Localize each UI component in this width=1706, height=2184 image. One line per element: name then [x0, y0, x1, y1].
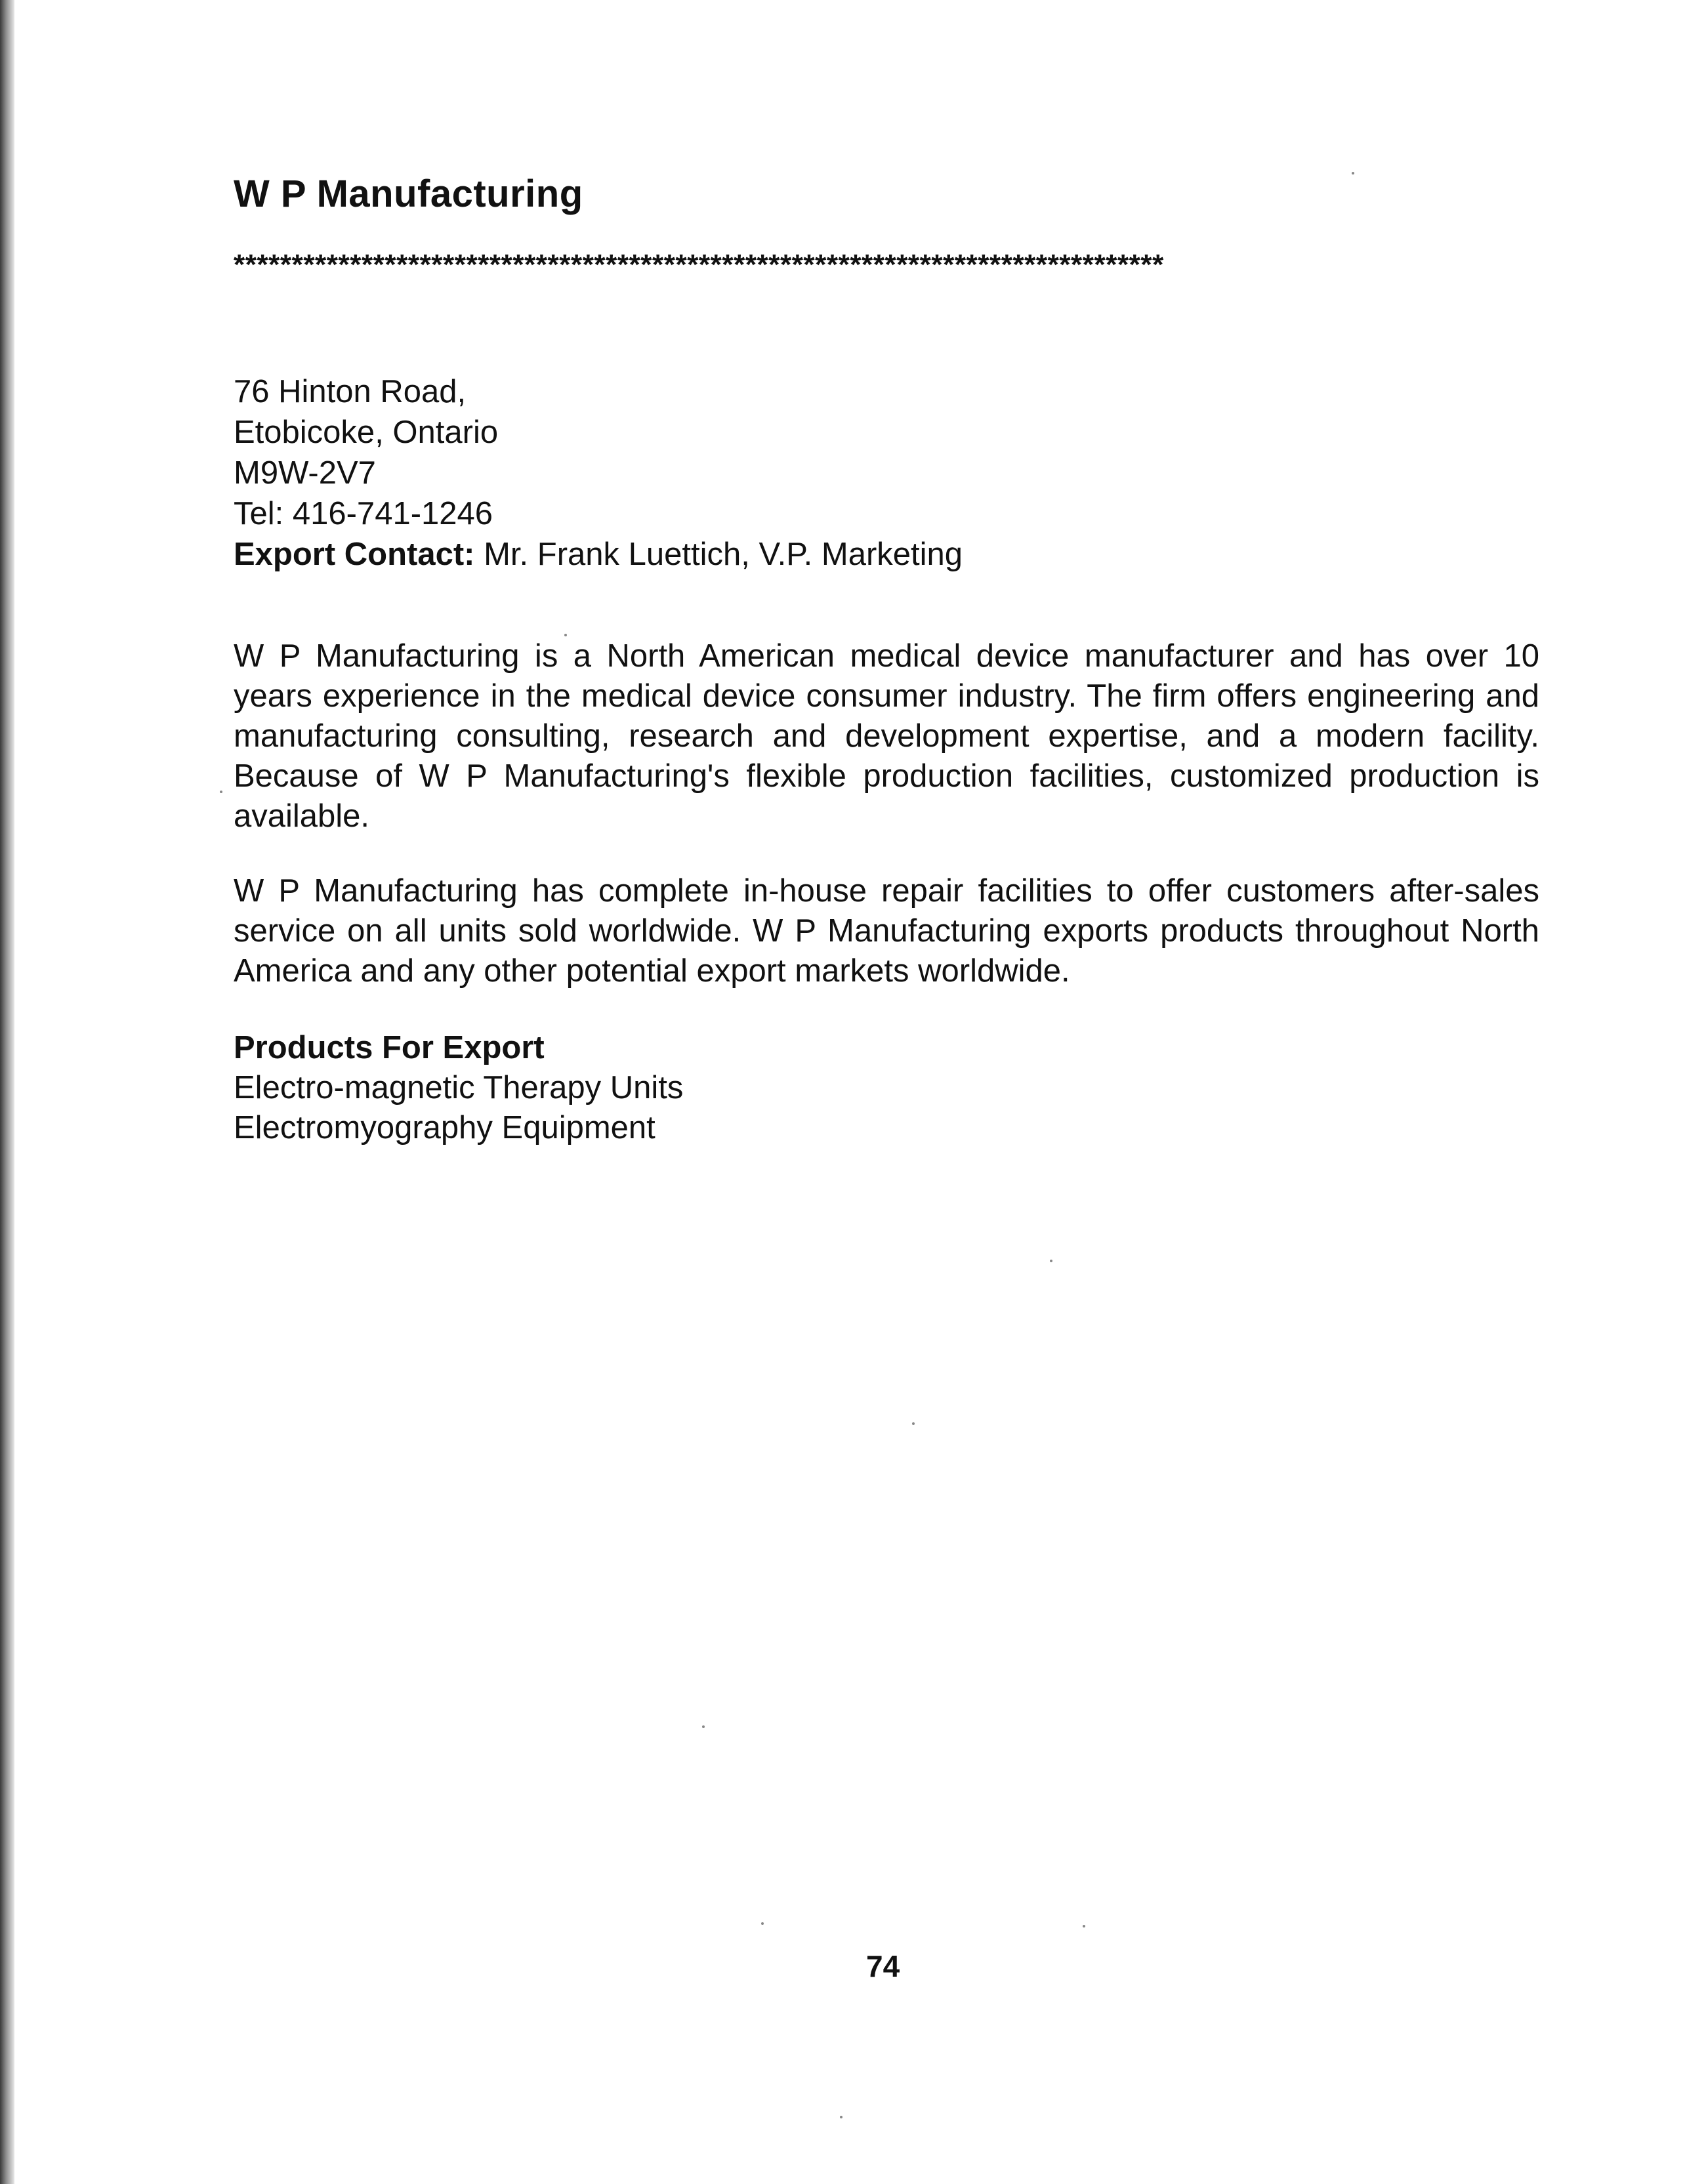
scan-speck: [761, 1922, 764, 1925]
scan-speck: [1050, 1260, 1052, 1262]
scan-speck: [1083, 1925, 1085, 1927]
products-section: [234, 1028, 683, 1148]
products-heading: Products For Export: [234, 1030, 545, 1065]
product-item: Electromyography Equipment: [234, 1110, 655, 1145]
services-paragraph: W P Manufacturing has complete in-house repair facilities to offer customers after-sales service on all units sold worldwide. W P Manufacturing exports products throughout North America and any other potential export markets worldwide.: [234, 873, 1539, 989]
product-item: Electro-magnetic Therapy Units: [234, 1070, 684, 1105]
scan-speck: [840, 2116, 843, 2118]
export-contact-label: Export Contact:: [234, 537, 475, 572]
export-contact: [234, 534, 963, 575]
scan-speck: [702, 1725, 705, 1728]
address-street: 76 Hinton Road,: [234, 374, 467, 409]
export-contact-value: Mr. Frank Luettich, V.P. Marketing: [474, 537, 963, 572]
scan-speck: [1352, 172, 1354, 175]
scan-speck: [220, 791, 222, 793]
company-title: W P Manufacturing: [234, 173, 583, 215]
asterisk-divider: ********************************************************************************: [234, 249, 1164, 281]
address-block: [234, 371, 963, 575]
address-telephone: Tel: 416-741-1246: [234, 496, 493, 531]
description-paragraph: W P Manufacturing is a North American medical device manufacturer and has over 10 years experience in the medical device consumer industry. The firm offers engineering and manufacturing consulting, research and development expertise, and a modern facility. Because of W P Manufacturing's flexible production facilities, customized production is available.: [234, 638, 1539, 834]
address-postal-code: M9W-2V7: [234, 455, 376, 491]
address-city: Etobicoke, Ontario: [234, 415, 499, 450]
scan-speck: [912, 1422, 915, 1425]
scan-edge-shadow: [0, 0, 14, 2184]
page-number: 74: [866, 1949, 900, 1983]
